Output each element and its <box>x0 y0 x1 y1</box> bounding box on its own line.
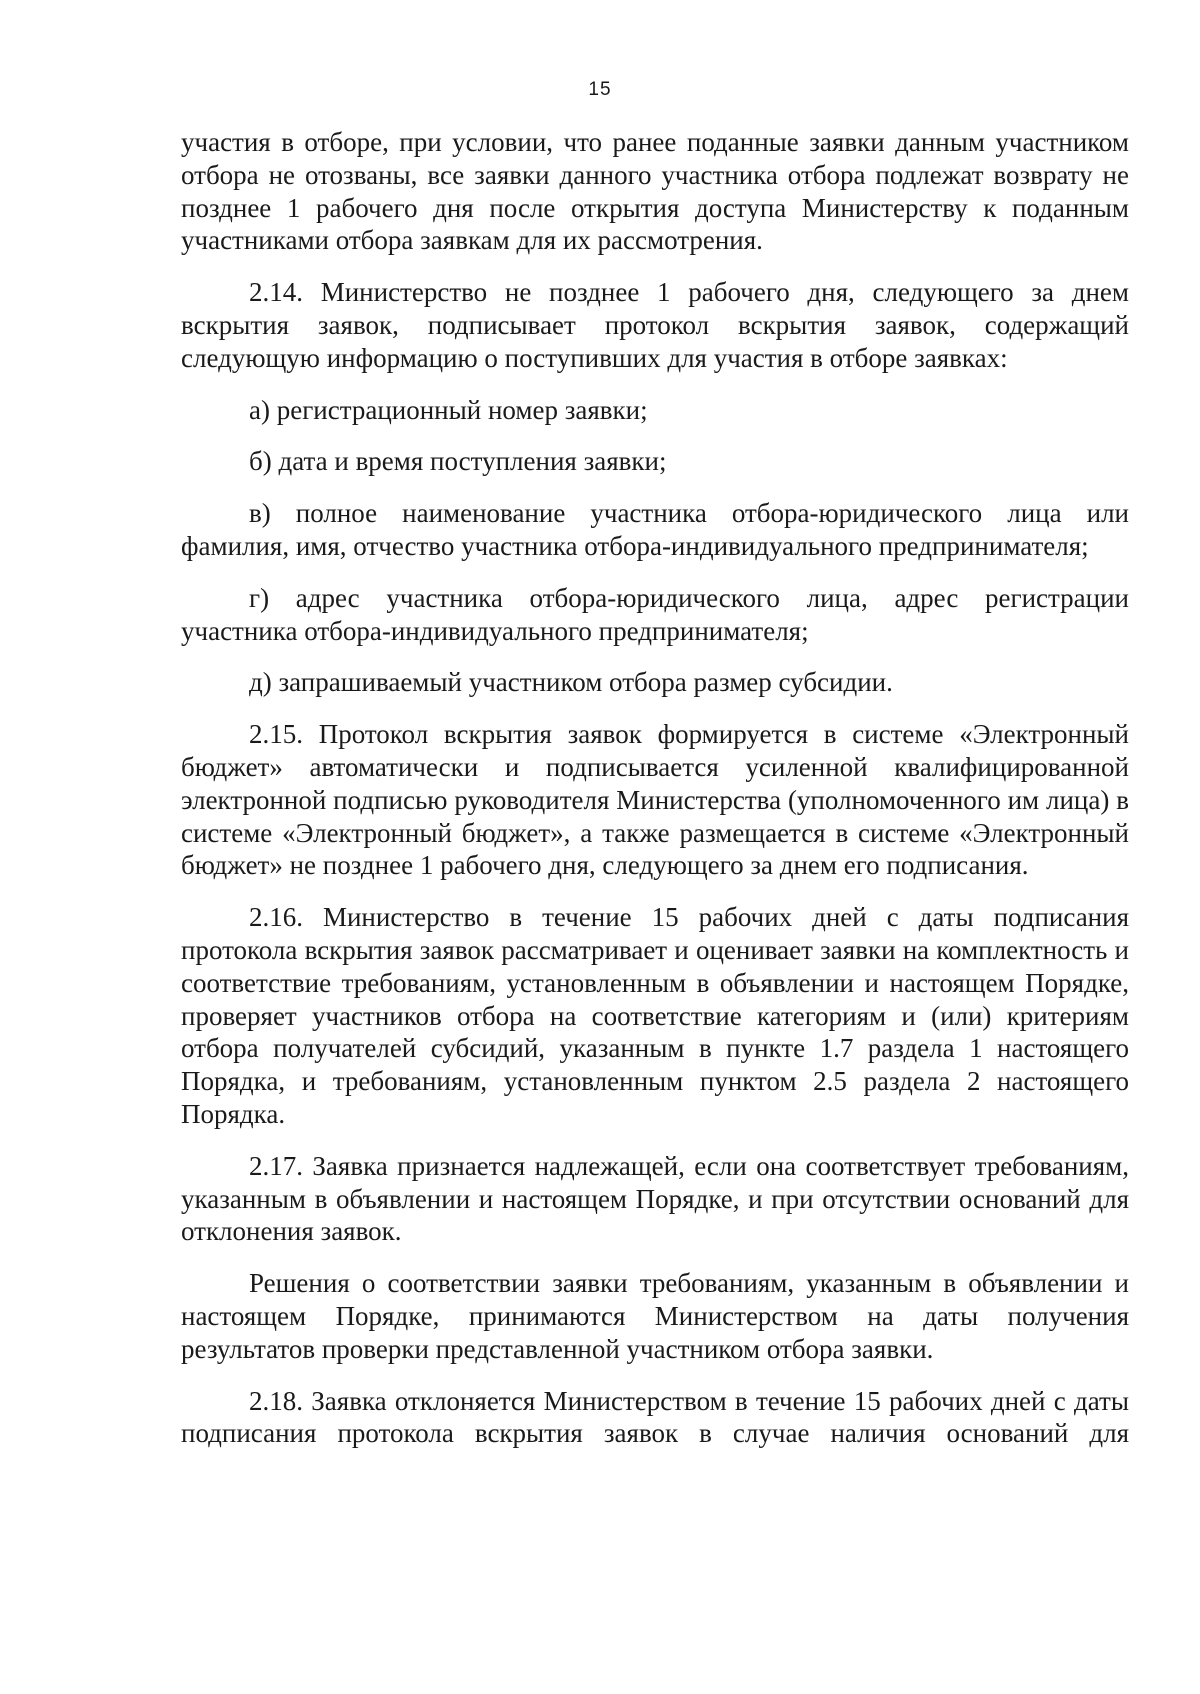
paragraph-decisions: Решения о соответствии заявки требованиям, указанным в объявлении и настоящем Порядке, принимаются Министерством на даты получения результатов проверки представленной участником отбора заявки. <box>181 1268 1129 1364</box>
paragraph-2-18: 2.18. Заявка отклоняется Министерством в течение 15 рабочих дней с даты подписания протокола вскрытия заявок в случае наличия оснований для <box>181 1385 1129 1449</box>
paragraph-2-15: 2.15. Протокол вскрытия заявок формируется в системе «Электронный бюджет» автоматически и подписывается усиленной квалифицированной электронной подписью руководителя Министерства (уполномоченного им лица) в системе «Электронный бюджет», а также размещается в системе «Электронный бюджет» не позднее 1 рабочего дня, следующего за днем его подписания. <box>181 719 1129 881</box>
document-body <box>181 126 1129 1450</box>
paragraph-2-14: 2.14. Министерство не позднее 1 рабочего дня, следующего за днем вскрытия заявок, подписывает протокол вскрытия заявок, содержащий следующую информацию о поступивших для участия в отборе заявках: <box>181 277 1129 373</box>
paragraph-2-16: 2.16. Министерство в течение 15 рабочих дней с даты подписания протокола вскрытия заявок рассматривает и оценивает заявки на комплектность и соответствие требованиям, установленным в объявлении и настоящем Порядке, проверяет участников отбора на соответствие категориям и (или) критериям отбора получателей субсидий, указанным в пункте 1.7 раздела 1 настоящего Порядка, и требованиям, установленным пунктом 2.5 раздела 2 настоящего Порядка. <box>181 902 1129 1129</box>
paragraph-2-17: 2.17. Заявка признается надлежащей, если она соответствует требованиям, указанным в объявлении и настоящем Порядке, и при отсутствии оснований для отклонения заявок. <box>181 1150 1129 1247</box>
list-item-v: в) полное наименование участника отбора-юридического лица или фамилия, имя, отчество участника отбора-индивидуального предпринимателя; <box>181 498 1129 561</box>
page-number: 15 <box>588 79 612 100</box>
list-item-g: г) адрес участника отбора-юридического лица, адрес регистрации участника отбора-индивидуального предпринимателя; <box>181 582 1129 646</box>
list-item-b: б) дата и время поступления заявки; <box>249 446 667 477</box>
list-item-a: а) регистрационный номер заявки; <box>249 394 648 425</box>
paragraph-continuation: участия в отборе, при условии, что ранее поданные заявки данным участником отбора не отозваны, все заявки данного участника отбора подлежат возврату не позднее 1 рабочего дня после открытия доступа Министерству к поданным участниками отбора заявкам для их рассмотрения. <box>181 127 1129 256</box>
list-item-d: д) запрашиваемый участником отбора размер субсидии. <box>249 667 893 698</box>
